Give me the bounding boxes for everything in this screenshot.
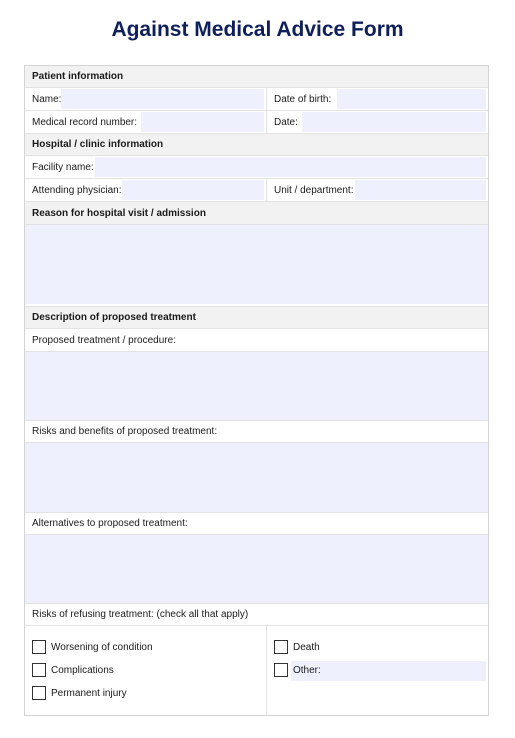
name-field[interactable] bbox=[61, 89, 264, 109]
alternatives-label: Alternatives to proposed treatment: bbox=[32, 518, 188, 529]
alternatives-label-row bbox=[25, 512, 488, 535]
option-complications[interactable] bbox=[32, 663, 114, 677]
dob-field[interactable] bbox=[337, 89, 486, 109]
facility-label: Facility name: bbox=[32, 161, 94, 173]
unit-label: Unit / department: bbox=[274, 184, 354, 196]
unit-field[interactable] bbox=[355, 180, 486, 200]
physician-label: Attending physician: bbox=[32, 184, 122, 196]
refusal-label-row bbox=[25, 603, 488, 626]
mrn-cell bbox=[25, 111, 266, 133]
date-cell bbox=[267, 111, 488, 133]
dob-cell bbox=[267, 88, 488, 110]
facility-field[interactable] bbox=[95, 157, 486, 177]
reason-textarea[interactable] bbox=[25, 225, 488, 304]
treatment-header-label: Description of proposed treatment bbox=[32, 312, 196, 323]
risks-textarea[interactable] bbox=[25, 443, 488, 512]
name-dob-row bbox=[25, 88, 488, 111]
reason-header-label: Reason for hospital visit / admission bbox=[32, 207, 206, 219]
alternatives-textarea[interactable] bbox=[25, 535, 488, 603]
date-field[interactable] bbox=[302, 112, 486, 132]
refusal-label: Risks of refusing treatment: (check all that apply) bbox=[32, 609, 249, 620]
option-label: Other: bbox=[293, 664, 321, 676]
reason-header bbox=[25, 202, 488, 225]
physician-unit-row bbox=[25, 179, 488, 202]
checkbox[interactable] bbox=[32, 640, 46, 654]
checkbox[interactable] bbox=[274, 640, 288, 654]
option-death[interactable] bbox=[274, 640, 320, 654]
ama-form bbox=[24, 65, 489, 716]
option-label: Complications bbox=[51, 664, 114, 676]
option-worsening[interactable] bbox=[32, 640, 153, 654]
mrn-field[interactable] bbox=[141, 112, 264, 132]
unit-cell bbox=[267, 179, 488, 201]
dob-label: Date of birth: bbox=[274, 93, 332, 105]
name-cell bbox=[25, 88, 266, 110]
checkbox[interactable] bbox=[32, 686, 46, 700]
proposed-textarea[interactable] bbox=[25, 352, 488, 420]
option-other[interactable] bbox=[274, 663, 321, 677]
physician-cell bbox=[25, 179, 266, 201]
date-label: Date: bbox=[274, 116, 298, 128]
divider bbox=[266, 626, 267, 715]
treatment-header bbox=[25, 306, 488, 329]
risks-label: Risks and benefits of proposed treatment: bbox=[32, 426, 218, 437]
option-label: Worsening of condition bbox=[51, 641, 153, 653]
patient-info-header-label: Patient information bbox=[32, 71, 124, 82]
proposed-label: Proposed treatment / procedure: bbox=[32, 334, 176, 346]
physician-field[interactable] bbox=[122, 180, 264, 200]
patient-info-header bbox=[25, 66, 488, 88]
checkbox[interactable] bbox=[32, 663, 46, 677]
name-label: Name: bbox=[32, 93, 62, 105]
option-permanent-injury[interactable] bbox=[32, 686, 127, 700]
option-label: Death bbox=[293, 641, 320, 653]
hospital-info-header bbox=[25, 134, 488, 156]
form-title: Against Medical Advice Form bbox=[111, 18, 404, 41]
facility-row bbox=[25, 156, 488, 179]
hospital-info-header-label: Hospital / clinic information bbox=[32, 139, 164, 150]
mrn-date-row bbox=[25, 111, 488, 134]
option-label: Permanent injury bbox=[51, 687, 127, 699]
facility-cell bbox=[25, 156, 488, 178]
proposed-label-row bbox=[25, 329, 488, 352]
checkbox[interactable] bbox=[274, 663, 288, 677]
risks-label-row bbox=[25, 420, 488, 443]
mrn-label: Medical record number: bbox=[32, 116, 138, 128]
